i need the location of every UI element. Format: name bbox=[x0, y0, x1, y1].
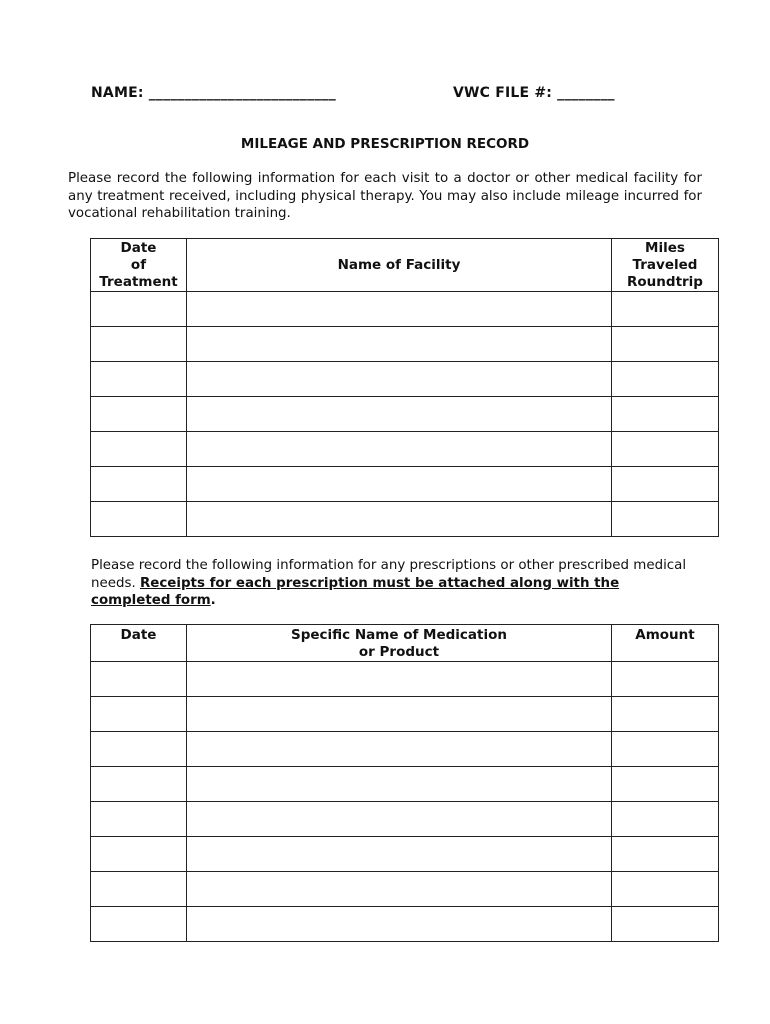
amount-cell[interactable] bbox=[612, 732, 719, 767]
date-of-treatment-cell[interactable] bbox=[91, 432, 187, 467]
punctuation: . bbox=[210, 593, 216, 608]
table-row bbox=[91, 732, 719, 767]
facility-name-cell[interactable] bbox=[187, 362, 612, 397]
date-of-treatment-cell[interactable] bbox=[91, 502, 187, 537]
miles-cell[interactable] bbox=[612, 397, 719, 432]
date-cell[interactable] bbox=[91, 662, 187, 697]
header-line: or Product bbox=[358, 644, 440, 660]
prescription-instructions-text: Please record the following information for any prescriptions or other prescribed medical needs. bbox=[91, 558, 687, 591]
column-header-miles-traveled bbox=[612, 239, 719, 292]
date-of-treatment-cell[interactable] bbox=[91, 362, 187, 397]
table-row bbox=[91, 802, 719, 837]
header-line: Miles bbox=[645, 239, 685, 256]
receipts-notice: Receipts for each prescription must be attached along with the completed form bbox=[91, 575, 620, 608]
table-row bbox=[91, 907, 719, 942]
header-line: Date bbox=[120, 239, 157, 256]
facility-name-cell[interactable] bbox=[187, 397, 612, 432]
table-row bbox=[91, 662, 719, 697]
table-row bbox=[91, 502, 719, 537]
header-line: Specific Name of Medication bbox=[290, 627, 508, 643]
table-row bbox=[91, 697, 719, 732]
amount-cell[interactable] bbox=[612, 697, 719, 732]
amount-cell[interactable] bbox=[612, 802, 719, 837]
mileage-table-header bbox=[91, 239, 719, 292]
miles-cell[interactable] bbox=[612, 327, 719, 362]
date-cell[interactable] bbox=[91, 697, 187, 732]
header-line: Traveled bbox=[632, 256, 698, 273]
date-of-treatment-cell[interactable] bbox=[91, 397, 187, 432]
table-row bbox=[91, 292, 719, 327]
facility-name-cell[interactable] bbox=[187, 327, 612, 362]
date-of-treatment-cell[interactable] bbox=[91, 327, 187, 362]
medication-name-cell[interactable] bbox=[187, 767, 612, 802]
header-line: Roundtrip bbox=[627, 273, 703, 290]
date-cell[interactable] bbox=[91, 802, 187, 837]
date-of-treatment-cell[interactable] bbox=[91, 292, 187, 327]
amount-cell[interactable] bbox=[612, 837, 719, 872]
table-row bbox=[91, 362, 719, 397]
column-header-date-of-treatment bbox=[91, 239, 187, 292]
prescription-instructions bbox=[91, 557, 701, 610]
date-cell[interactable] bbox=[91, 907, 187, 942]
table-row bbox=[91, 767, 719, 802]
amount-cell[interactable] bbox=[612, 662, 719, 697]
medication-name-cell[interactable] bbox=[187, 662, 612, 697]
table-row bbox=[91, 432, 719, 467]
column-header-medication-name bbox=[187, 625, 612, 662]
mileage-table bbox=[90, 238, 719, 537]
medication-name-cell[interactable] bbox=[187, 872, 612, 907]
amount-cell[interactable] bbox=[612, 907, 719, 942]
table-row bbox=[91, 467, 719, 502]
facility-name-cell[interactable] bbox=[187, 502, 612, 537]
column-header-name-of-facility: Name of Facility bbox=[187, 239, 612, 292]
name-field-label: NAME: __________________________ bbox=[91, 85, 336, 101]
mileage-instructions: Please record the following information for each visit to a doctor or other medical facility for any treatment received, including physical therapy. You may also include mileage incurred for vocational rehabilitation training. bbox=[68, 171, 702, 221]
miles-cell[interactable] bbox=[612, 502, 719, 537]
medication-name-cell[interactable] bbox=[187, 732, 612, 767]
column-header-date: Date bbox=[91, 625, 187, 662]
table-row bbox=[91, 327, 719, 362]
miles-cell[interactable] bbox=[612, 362, 719, 397]
date-cell[interactable] bbox=[91, 837, 187, 872]
medication-name-cell[interactable] bbox=[187, 837, 612, 872]
medication-name-cell[interactable] bbox=[187, 802, 612, 837]
table-row bbox=[91, 872, 719, 907]
date-cell[interactable] bbox=[91, 732, 187, 767]
medication-name-cell[interactable] bbox=[187, 907, 612, 942]
date-of-treatment-cell[interactable] bbox=[91, 467, 187, 502]
medication-name-cell[interactable] bbox=[187, 697, 612, 732]
facility-name-cell[interactable] bbox=[187, 292, 612, 327]
prescription-table-header bbox=[91, 625, 719, 662]
page-title: MILEAGE AND PRESCRIPTION RECORD bbox=[240, 136, 530, 152]
date-cell[interactable] bbox=[91, 767, 187, 802]
date-cell[interactable] bbox=[91, 872, 187, 907]
miles-cell[interactable] bbox=[612, 292, 719, 327]
header-line: Treatment bbox=[99, 273, 178, 290]
amount-cell[interactable] bbox=[612, 767, 719, 802]
vwc-file-number-label: VWC FILE #: ________ bbox=[453, 85, 615, 101]
amount-cell[interactable] bbox=[612, 872, 719, 907]
prescription-table bbox=[90, 624, 719, 942]
facility-name-cell[interactable] bbox=[187, 432, 612, 467]
table-row bbox=[91, 837, 719, 872]
table-row bbox=[91, 397, 719, 432]
miles-cell[interactable] bbox=[612, 432, 719, 467]
header-line: of bbox=[130, 256, 147, 273]
miles-cell[interactable] bbox=[612, 467, 719, 502]
column-header-amount: Amount bbox=[612, 625, 719, 662]
facility-name-cell[interactable] bbox=[187, 467, 612, 502]
